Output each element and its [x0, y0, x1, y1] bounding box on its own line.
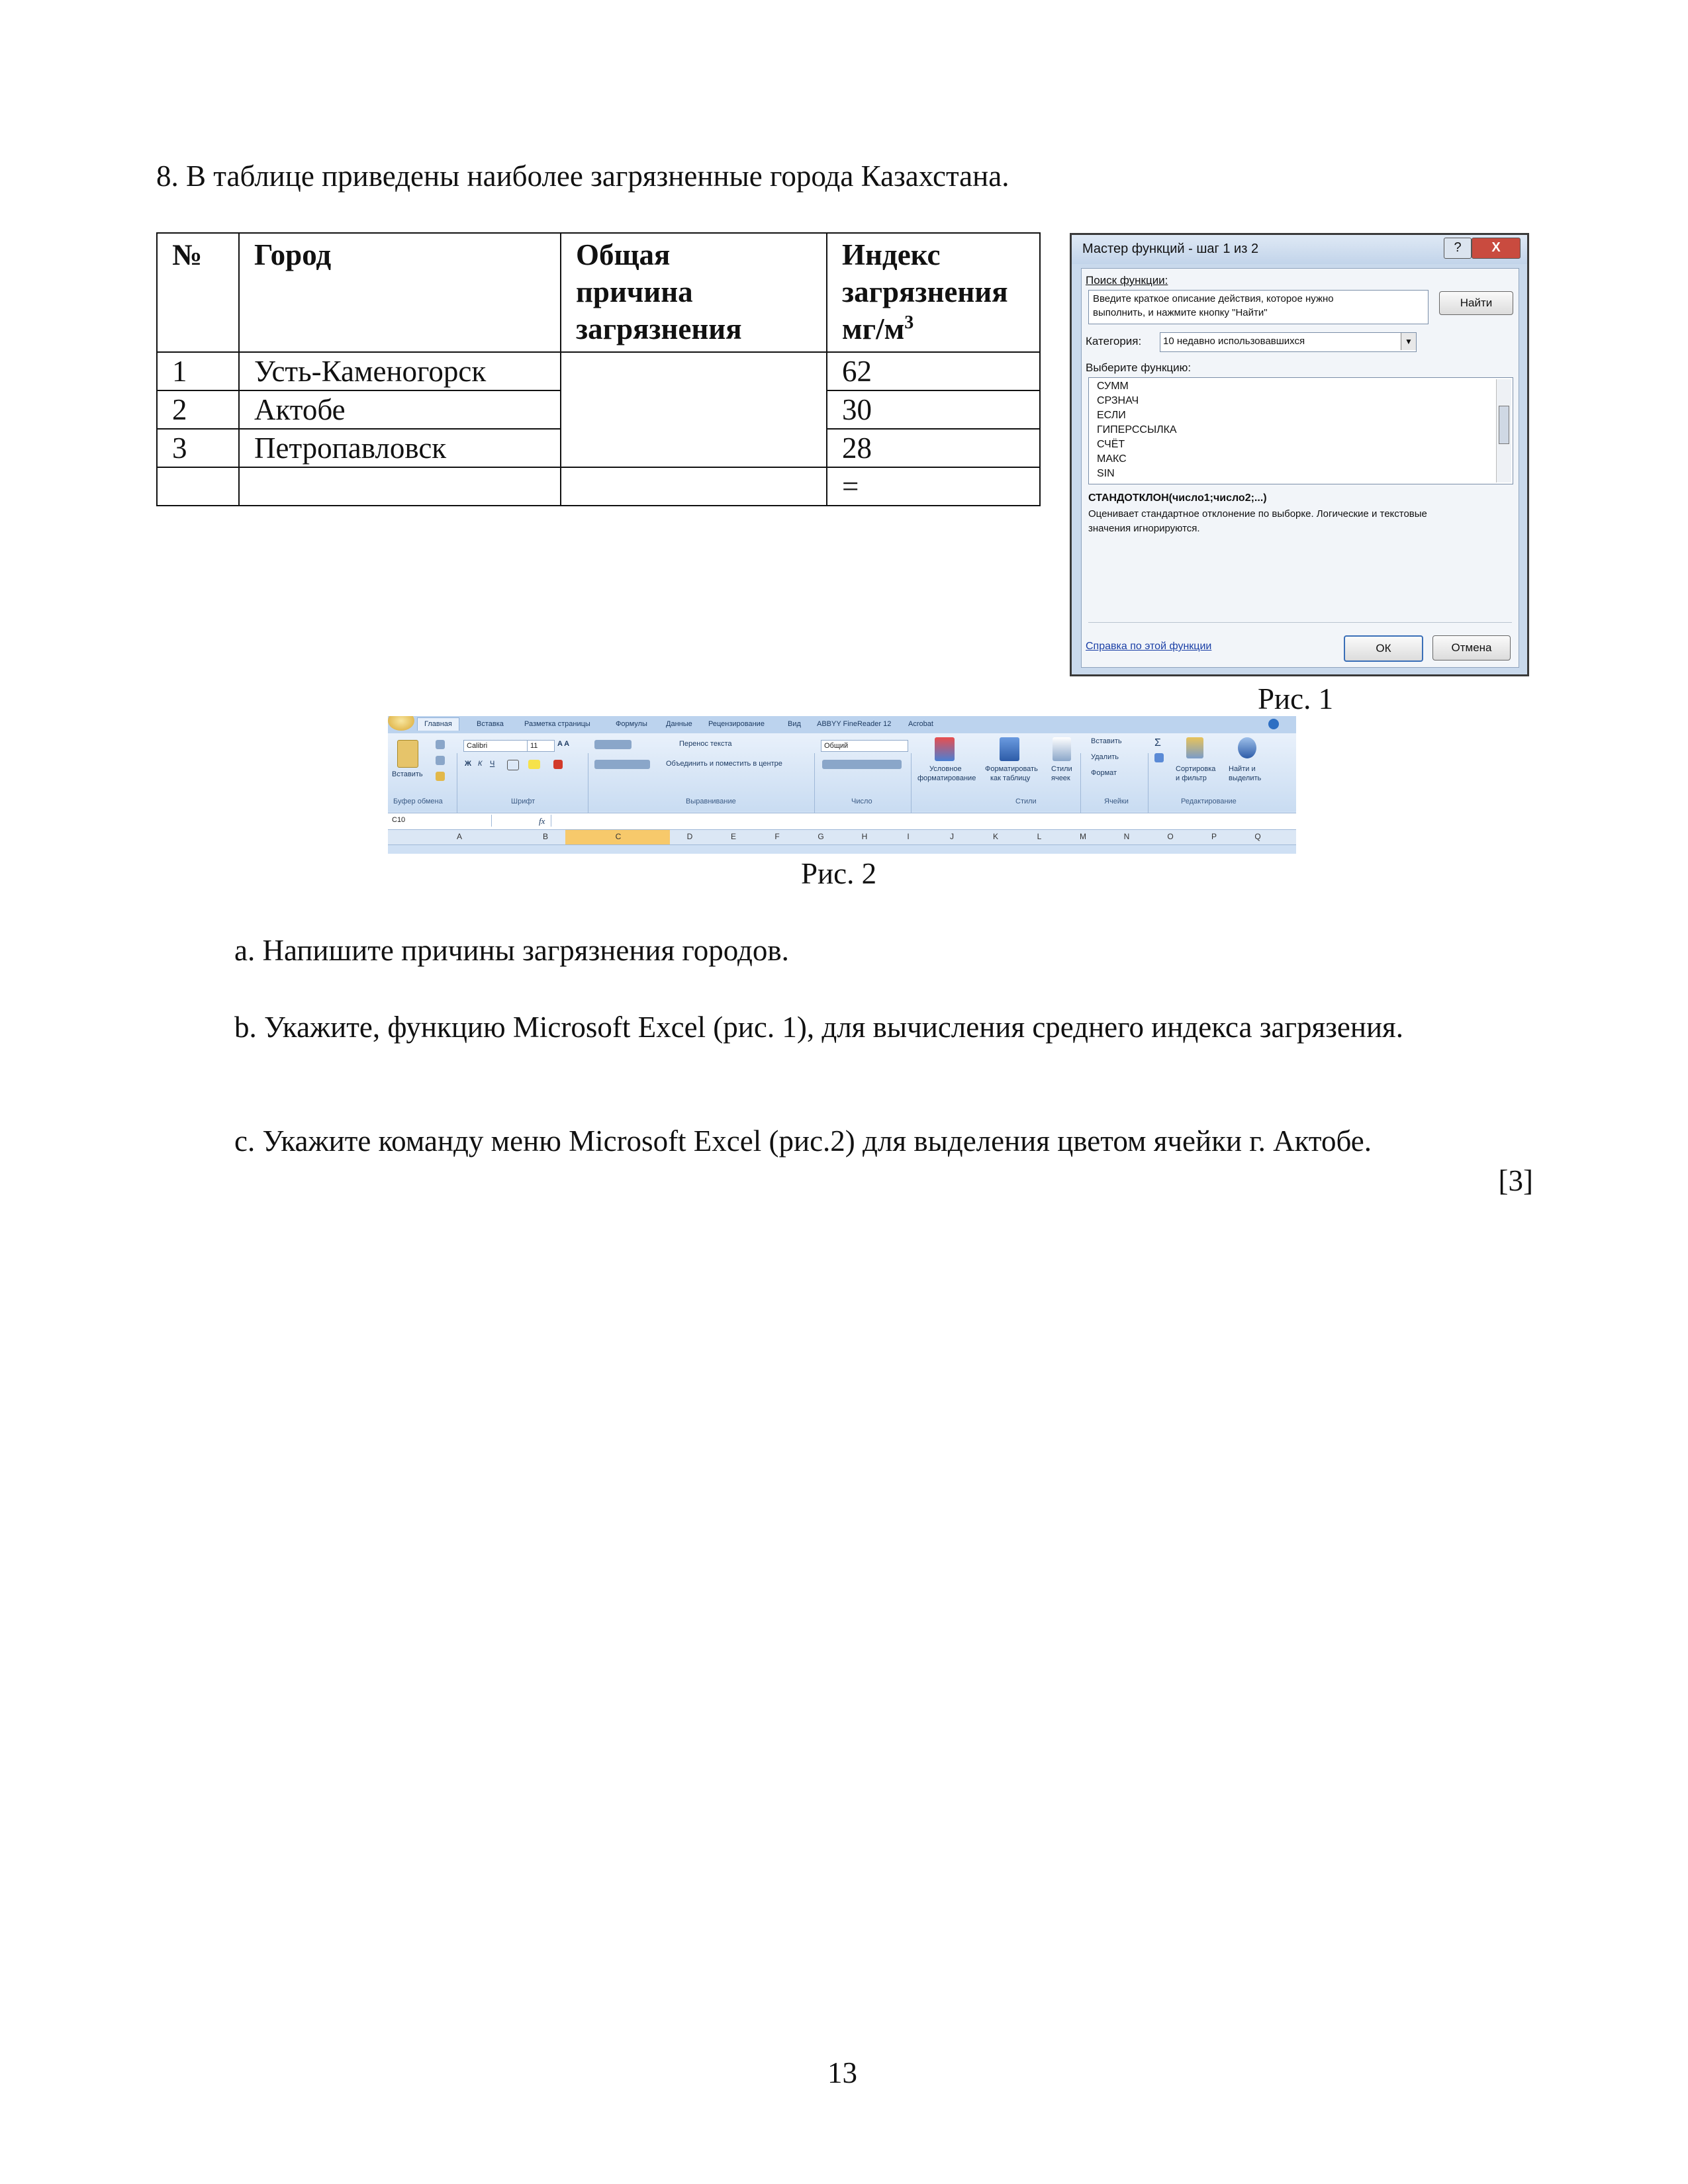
divider: [1088, 622, 1512, 623]
function-signature: СТАНДОТКЛОН(число1;число2;...): [1088, 492, 1267, 504]
wrap-text-button[interactable]: Перенос текста: [679, 740, 732, 748]
list-item[interactable]: ЕСЛИ: [1097, 410, 1126, 421]
column-header[interactable]: I: [907, 832, 910, 841]
cancel-button[interactable]: Отмена: [1432, 635, 1511, 660]
row-cause-merged: [561, 352, 827, 467]
function-description-line-2: значения игнорируются.: [1088, 523, 1200, 534]
search-label: Поиск функции:: [1086, 274, 1168, 287]
column-header[interactable]: N: [1123, 832, 1130, 841]
format-as-table-line-2[interactable]: как таблицу: [990, 774, 1031, 782]
cut-icon[interactable]: [436, 740, 445, 749]
conditional-formatting-line-2[interactable]: форматирование: [917, 774, 976, 782]
chevron-down-icon[interactable]: ▼: [1401, 333, 1416, 350]
group-label-font: Шрифт: [511, 797, 536, 805]
column-header[interactable]: E: [730, 832, 736, 841]
name-box[interactable]: C10: [389, 815, 492, 827]
fig2-caption: Рис. 2: [801, 857, 877, 890]
column-header[interactable]: B: [542, 832, 548, 841]
paste-icon[interactable]: [397, 740, 418, 768]
column-header[interactable]: H: [861, 832, 868, 841]
font-name-select[interactable]: Calibri: [463, 740, 528, 752]
delete-cells-button[interactable]: Удалить: [1091, 753, 1119, 761]
close-button[interactable]: X: [1472, 238, 1521, 259]
fill-icon[interactable]: [1154, 753, 1164, 762]
function-wizard-dialog: [1070, 233, 1529, 676]
list-item[interactable]: СУММ: [1097, 381, 1129, 392]
sort-filter-line-2[interactable]: и фильтр: [1176, 774, 1207, 782]
conditional-formatting-icon[interactable]: [935, 737, 955, 761]
row-city: [239, 467, 561, 506]
tab-review[interactable]: Рецензирование: [708, 720, 765, 728]
cell-styles-icon[interactable]: [1053, 737, 1071, 761]
task-c: c. Укажите команду меню Microsoft Excel (рис.2) для выделения цветом ячейки г. Актобе.: [234, 1124, 1372, 1158]
column-header[interactable]: G: [818, 832, 824, 841]
sort-filter-icon[interactable]: [1186, 737, 1203, 758]
table-row: [157, 352, 1040, 390]
office-button-icon[interactable]: [388, 716, 414, 731]
find-select-line-2[interactable]: выделить: [1229, 774, 1262, 782]
header-index: [827, 233, 1040, 352]
table-header-row: [157, 233, 1040, 352]
list-scrollbar[interactable]: [1496, 379, 1511, 482]
row-num: 3: [157, 429, 239, 467]
cell-styles-line-2[interactable]: ячеек: [1051, 774, 1070, 782]
row-index: =: [827, 467, 1040, 506]
column-headers: [388, 830, 1296, 845]
tab-acrobat[interactable]: Acrobat: [908, 720, 933, 728]
header-cause: [561, 233, 827, 352]
select-function-label: Выберите функцию:: [1086, 361, 1192, 374]
list-item[interactable]: ГИПЕРССЫЛКА: [1097, 424, 1177, 435]
format-cells-button[interactable]: Формат: [1091, 769, 1117, 777]
dialog-title: Мастер функций - шаг 1 из 2: [1082, 242, 1259, 256]
copy-icon[interactable]: [436, 756, 445, 765]
formula-input[interactable]: [551, 815, 1293, 827]
header-city: Город: [239, 233, 561, 352]
format-painter-icon[interactable]: [436, 772, 445, 781]
ok-button[interactable]: ОК: [1344, 635, 1423, 662]
ribbon-tabs: [388, 716, 1296, 733]
font-color-icon[interactable]: [553, 760, 563, 769]
group-label-editing: Редактирование: [1181, 797, 1237, 805]
header-index-exponent: 3: [904, 312, 914, 333]
horizontal-align-icon[interactable]: [594, 760, 650, 769]
tab-page-layout[interactable]: Разметка страницы: [524, 720, 590, 728]
column-header[interactable]: O: [1167, 832, 1174, 841]
find-select-line-1[interactable]: Найти и: [1229, 765, 1256, 773]
column-header[interactable]: L: [1037, 832, 1042, 841]
row-city: Усть-Каменогорск: [239, 352, 561, 390]
tab-formulas[interactable]: Формулы: [616, 720, 647, 728]
italic-icon[interactable]: К: [478, 760, 483, 768]
tab-abbyy[interactable]: ABBYY FineReader 12: [817, 720, 892, 728]
column-header[interactable]: K: [992, 832, 998, 841]
column-header[interactable]: F: [774, 832, 780, 841]
sort-filter-line-1[interactable]: Сортировка: [1176, 765, 1216, 773]
header-cause-line-2: причина: [576, 275, 693, 308]
group-label-alignment: Выравнивание: [686, 797, 736, 805]
find-button[interactable]: Найти: [1439, 291, 1513, 315]
list-item[interactable]: СРЗНАЧ: [1097, 395, 1139, 406]
header-index-unit: мг/м: [842, 312, 905, 345]
header-cause-line-3: загрязнения: [576, 312, 742, 345]
dialog-titlebar: [1072, 235, 1527, 264]
fill-color-icon[interactable]: [528, 760, 540, 769]
column-header[interactable]: C: [615, 832, 622, 841]
format-as-table-icon[interactable]: [1000, 737, 1019, 761]
list-item[interactable]: МАКС: [1097, 453, 1127, 465]
vertical-align-icon[interactable]: [594, 740, 632, 749]
paste-label[interactable]: Вставить: [392, 770, 423, 778]
group-label-clipboard: Буфер обмена: [393, 797, 443, 805]
group-label-styles: Стили: [1015, 797, 1037, 805]
row-num: [157, 467, 239, 506]
header-cause-line-1: Общая: [576, 238, 671, 271]
table-row: [157, 467, 1040, 506]
column-header[interactable]: J: [950, 832, 954, 841]
list-item[interactable]: СЧЁТ: [1097, 439, 1125, 450]
row-num: 2: [157, 390, 239, 429]
group-label-cells: Ячейки: [1104, 797, 1129, 805]
format-as-table-line-1[interactable]: Форматировать: [985, 765, 1038, 773]
font-size-select[interactable]: 11: [527, 740, 555, 752]
header-index-line-2: загрязнения: [842, 275, 1008, 308]
formula-bar: [388, 813, 1296, 830]
column-header[interactable]: M: [1080, 832, 1086, 841]
number-format-select[interactable]: Общий: [821, 740, 908, 752]
help-link[interactable]: Справка по этой функции: [1086, 641, 1212, 652]
task-a: a. Напишите причины загрязнения городов.: [234, 934, 789, 967]
search-text-line-2: выполнить, и нажмите кнопку "Найти": [1093, 307, 1268, 318]
header-num: №: [157, 233, 239, 352]
tab-insert[interactable]: Вставка: [477, 720, 504, 728]
row-index: 28: [827, 429, 1040, 467]
category-label: Категория:: [1086, 335, 1142, 347]
group-label-number: Число: [851, 797, 872, 805]
function-description-line-1: Оценивает стандартное отклонение по выборке. Логические и текстовые: [1088, 508, 1427, 520]
dialog-body: [1081, 268, 1519, 668]
category-value: 10 недавно использовавшихся: [1163, 336, 1305, 347]
column-header[interactable]: D: [686, 832, 693, 841]
row-city: Петропавловск: [239, 429, 561, 467]
row-city: Актобе: [239, 390, 561, 429]
autosum-icon[interactable]: Σ: [1154, 737, 1161, 749]
page-number: 13: [827, 2056, 857, 2089]
fx-icon[interactable]: fx: [539, 816, 545, 826]
excel-ribbon: [388, 716, 1296, 854]
category-select[interactable]: [1160, 332, 1417, 352]
bold-icon[interactable]: Ж: [465, 760, 471, 768]
search-text-line-1: Введите краткое описание действия, которое нужно: [1093, 293, 1334, 304]
tab-data[interactable]: Данные: [666, 720, 692, 728]
pollution-table: [156, 232, 1041, 506]
list-item[interactable]: SIN: [1097, 468, 1115, 479]
function-list[interactable]: [1088, 377, 1513, 484]
tab-view[interactable]: Вид: [788, 720, 801, 728]
header-index-line-1: Индекс: [842, 238, 941, 271]
column-header[interactable]: A: [456, 832, 462, 841]
fig1-caption: Рис. 1: [1258, 682, 1334, 715]
column-header[interactable]: P: [1211, 832, 1217, 841]
row-index: 30: [827, 390, 1040, 429]
tab-home[interactable]: Главная: [417, 717, 459, 731]
help-icon[interactable]: [1268, 719, 1279, 729]
search-input[interactable]: [1088, 290, 1429, 324]
row-cause: [561, 467, 827, 506]
number-format-icons[interactable]: [822, 760, 902, 769]
conditional-formatting-line-1[interactable]: Условное: [929, 765, 962, 773]
row-index: 62: [827, 352, 1040, 390]
scroll-thumb[interactable]: [1499, 406, 1509, 444]
borders-icon[interactable]: [507, 760, 519, 770]
column-header[interactable]: Q: [1254, 832, 1261, 841]
insert-cells-button[interactable]: Вставить: [1091, 737, 1122, 745]
task-b: b. Укажите, функцию Microsoft Excel (рис. 1), для вычисления среднего индекса загрязения.: [234, 1011, 1404, 1044]
score: [3]: [1498, 1164, 1533, 1197]
underline-icon[interactable]: Ч: [490, 760, 495, 768]
question-heading: 8. В таблице приведены наиболее загрязненные города Казахстана.: [156, 159, 1009, 193]
cell-styles-line-1[interactable]: Стили: [1051, 765, 1072, 773]
row-num: 1: [157, 352, 239, 390]
help-button[interactable]: ?: [1444, 238, 1472, 259]
find-select-icon[interactable]: [1238, 737, 1256, 758]
grow-font-icon[interactable]: A A: [557, 740, 570, 748]
merge-center-button[interactable]: Объединить и поместить в центре: [666, 760, 782, 768]
